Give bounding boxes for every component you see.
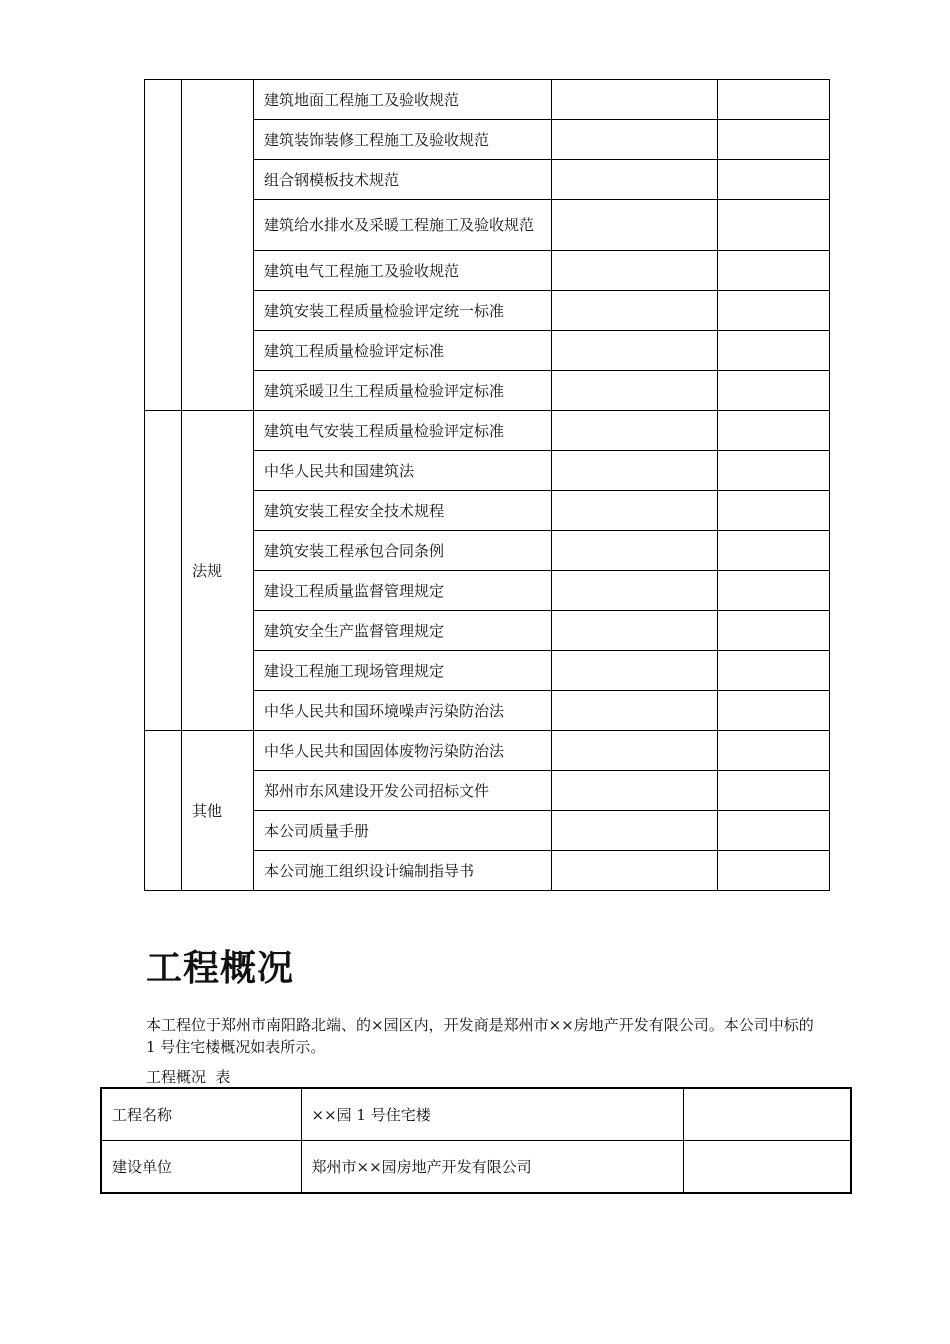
empty-cell xyxy=(718,160,830,200)
empty-cell xyxy=(718,331,830,371)
empty-cell xyxy=(718,291,830,331)
empty-cell xyxy=(718,371,830,411)
empty-cell xyxy=(718,731,830,771)
standard-name-cell: 建设工程施工现场管理规定 xyxy=(254,651,552,691)
overview-extra-cell xyxy=(683,1088,851,1141)
empty-cell xyxy=(552,691,718,731)
empty-cell xyxy=(552,80,718,120)
empty-cell xyxy=(718,571,830,611)
empty-cell xyxy=(552,371,718,411)
table-row xyxy=(145,411,830,451)
standard-name-cell: 建筑装饰装修工程施工及验收规范 xyxy=(254,120,552,160)
group-index-cell xyxy=(145,731,182,891)
table-row xyxy=(145,80,830,120)
standard-name-cell: 郑州市东风建设开发公司招标文件 xyxy=(254,771,552,811)
overview-label-cell: 建设单位 xyxy=(101,1141,301,1194)
empty-cell xyxy=(718,411,830,451)
overview-value-cell: 郑州市××园房地产开发有限公司 xyxy=(301,1141,683,1194)
empty-cell xyxy=(552,451,718,491)
standard-name-cell: 组合钢模板技术规范 xyxy=(254,160,552,200)
group-category-cell xyxy=(182,80,254,411)
standards-table-body xyxy=(145,80,830,891)
standard-name-cell: 建筑安装工程质量检验评定统一标准 xyxy=(254,291,552,331)
overview-table xyxy=(100,1087,852,1194)
standard-name-cell: 建设工程质量监督管理规定 xyxy=(254,571,552,611)
empty-cell xyxy=(552,811,718,851)
standards-table xyxy=(144,79,830,891)
empty-cell xyxy=(552,251,718,291)
standard-name-cell: 建筑工程质量检验评定标准 xyxy=(254,331,552,371)
standard-name-cell: 建筑电气工程施工及验收规范 xyxy=(254,251,552,291)
table-caption: 工程概况 表 xyxy=(146,1068,231,1086)
empty-cell xyxy=(718,80,830,120)
group-category-cell: 其他 xyxy=(182,731,254,891)
standard-name-cell: 中华人民共和国固体废物污染防治法 xyxy=(254,731,552,771)
group-category-cell: 法规 xyxy=(182,411,254,731)
group-index-cell xyxy=(145,80,182,411)
empty-cell xyxy=(718,491,830,531)
empty-cell xyxy=(718,771,830,811)
group-index-cell xyxy=(145,411,182,731)
empty-cell xyxy=(552,771,718,811)
standard-name-cell: 建筑安装工程安全技术规程 xyxy=(254,491,552,531)
standard-name-cell: 本公司施工组织设计编制指导书 xyxy=(254,851,552,891)
empty-cell xyxy=(718,531,830,571)
empty-cell xyxy=(552,331,718,371)
empty-cell xyxy=(718,691,830,731)
empty-cell xyxy=(718,451,830,491)
section-intro: 本工程位于郑州市南阳路北端、的×园区内，开发商是郑州市××房地产开发有限公司。本公司中标的 1 号住宅楼概况如表所示。 xyxy=(146,1016,814,1056)
empty-cell xyxy=(552,611,718,651)
empty-cell xyxy=(552,731,718,771)
overview-value-cell: ××园 1 号住宅楼 xyxy=(301,1088,683,1141)
empty-cell xyxy=(718,651,830,691)
empty-cell xyxy=(552,291,718,331)
standard-name-cell: 本公司质量手册 xyxy=(254,811,552,851)
standard-name-cell: 建筑采暖卫生工程质量检验评定标准 xyxy=(254,371,552,411)
standard-name-cell: 建筑安全生产监督管理规定 xyxy=(254,611,552,651)
empty-cell xyxy=(718,120,830,160)
empty-cell xyxy=(552,651,718,691)
empty-cell xyxy=(552,411,718,451)
overview-extra-cell xyxy=(683,1141,851,1194)
standard-name-cell: 建筑安装工程承包合同条例 xyxy=(254,531,552,571)
empty-cell xyxy=(718,200,830,251)
table-row xyxy=(101,1088,851,1141)
empty-cell xyxy=(718,811,830,851)
overview-label-cell: 工程名称 xyxy=(101,1088,301,1141)
standard-name-cell: 中华人民共和国环境噪声污染防治法 xyxy=(254,691,552,731)
table-row xyxy=(101,1141,851,1194)
section-title: 工程概况 xyxy=(146,948,295,989)
empty-cell xyxy=(552,120,718,160)
empty-cell xyxy=(552,531,718,571)
empty-cell xyxy=(718,611,830,651)
standard-name-cell: 建筑电气安装工程质量检验评定标准 xyxy=(254,411,552,451)
empty-cell xyxy=(552,491,718,531)
empty-cell xyxy=(552,200,718,251)
empty-cell xyxy=(718,251,830,291)
empty-cell xyxy=(552,571,718,611)
table-row xyxy=(145,731,830,771)
empty-cell xyxy=(718,851,830,891)
standard-name-cell: 建筑给水排水及采暖工程施工及验收规范 xyxy=(254,200,552,251)
standard-name-cell: 建筑地面工程施工及验收规范 xyxy=(254,80,552,120)
empty-cell xyxy=(552,160,718,200)
overview-table-body xyxy=(101,1088,851,1193)
empty-cell xyxy=(552,851,718,891)
standard-name-cell: 中华人民共和国建筑法 xyxy=(254,451,552,491)
